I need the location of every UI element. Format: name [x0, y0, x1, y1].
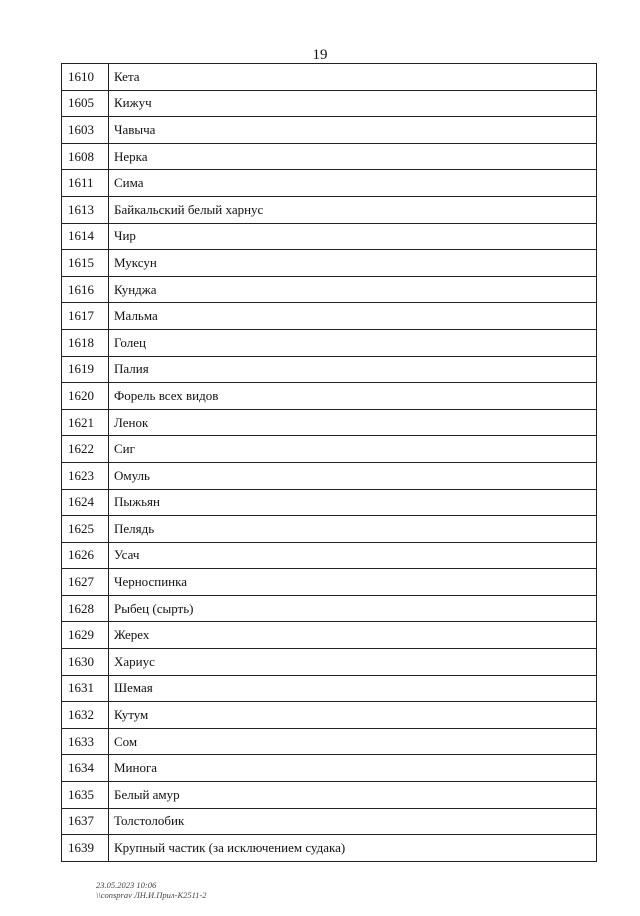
row-code: 1635: [62, 782, 109, 809]
table-row: [62, 702, 597, 729]
row-name: Рыбец (сырть): [109, 595, 597, 622]
table-row: [62, 329, 597, 356]
row-code: 1624: [62, 489, 109, 516]
row-name: Кижуч: [109, 90, 597, 117]
table-row: [62, 196, 597, 223]
table-row: [62, 675, 597, 702]
row-name: Мальма: [109, 303, 597, 330]
table-row: [62, 276, 597, 303]
row-name: Крупный частик (за исключением судака): [109, 835, 597, 862]
table-row: [62, 782, 597, 809]
row-code: 1619: [62, 356, 109, 383]
row-name: Кунджа: [109, 276, 597, 303]
row-name: Чавыча: [109, 117, 597, 144]
row-name: Байкальский белый харнус: [109, 196, 597, 223]
footer-path: \\consprav ЛН.И.Прил-К2511-2: [96, 890, 207, 900]
table-row: [62, 64, 597, 91]
row-name: Чир: [109, 223, 597, 250]
row-name: Кета: [109, 64, 597, 91]
row-name: Шемая: [109, 675, 597, 702]
row-name: Белый амур: [109, 782, 597, 809]
row-code: 1622: [62, 436, 109, 463]
row-code: 1608: [62, 143, 109, 170]
table-row: [62, 835, 597, 862]
table-body: [62, 64, 597, 862]
row-name: Омуль: [109, 462, 597, 489]
row-name: Черноспинка: [109, 569, 597, 596]
table-row: [62, 542, 597, 569]
row-code: 1617: [62, 303, 109, 330]
footer-stamp: [96, 880, 207, 900]
table-row: [62, 728, 597, 755]
row-code: 1625: [62, 516, 109, 543]
row-code: 1639: [62, 835, 109, 862]
footer-date: 23.05.2023 10:06: [96, 880, 157, 890]
row-code: 1632: [62, 702, 109, 729]
table-row: [62, 595, 597, 622]
row-code: 1605: [62, 90, 109, 117]
row-name: Хариус: [109, 649, 597, 676]
row-code: 1613: [62, 196, 109, 223]
table-row: [62, 569, 597, 596]
row-name: Сима: [109, 170, 597, 197]
table-row: [62, 808, 597, 835]
row-code: 1618: [62, 329, 109, 356]
row-code: 1603: [62, 117, 109, 144]
row-code: 1637: [62, 808, 109, 835]
table-row: [62, 170, 597, 197]
row-code: 1616: [62, 276, 109, 303]
row-name: Голец: [109, 329, 597, 356]
row-code: 1628: [62, 595, 109, 622]
row-code: 1634: [62, 755, 109, 782]
table-row: [62, 250, 597, 277]
table-row: [62, 143, 597, 170]
row-code: 1615: [62, 250, 109, 277]
table-row: [62, 223, 597, 250]
row-code: 1630: [62, 649, 109, 676]
row-name: Кутум: [109, 702, 597, 729]
row-name: Пыжьян: [109, 489, 597, 516]
row-code: 1623: [62, 462, 109, 489]
table-row: [62, 90, 597, 117]
row-code: 1611: [62, 170, 109, 197]
row-name: Ленок: [109, 409, 597, 436]
page-number: 19: [312, 47, 328, 63]
row-code: 1633: [62, 728, 109, 755]
row-code: 1626: [62, 542, 109, 569]
table-row: [62, 356, 597, 383]
row-code: 1620: [62, 383, 109, 410]
row-name: Сом: [109, 728, 597, 755]
row-name: Пелядь: [109, 516, 597, 543]
row-name: Толстолобик: [109, 808, 597, 835]
table-row: [62, 436, 597, 463]
row-name: Палия: [109, 356, 597, 383]
row-name: Усач: [109, 542, 597, 569]
table-row: [62, 462, 597, 489]
row-name: Муксун: [109, 250, 597, 277]
row-code: 1614: [62, 223, 109, 250]
row-name: Форель всех видов: [109, 383, 597, 410]
species-table: [61, 63, 597, 862]
row-name: Минога: [109, 755, 597, 782]
row-code: 1610: [62, 64, 109, 91]
row-code: 1621: [62, 409, 109, 436]
table-row: [62, 303, 597, 330]
row-name: Жерех: [109, 622, 597, 649]
table-row: [62, 755, 597, 782]
table-row: [62, 489, 597, 516]
row-name: Сиг: [109, 436, 597, 463]
table-row: [62, 383, 597, 410]
table-row: [62, 409, 597, 436]
row-code: 1629: [62, 622, 109, 649]
row-name: Нерка: [109, 143, 597, 170]
row-code: 1627: [62, 569, 109, 596]
table-row: [62, 622, 597, 649]
table-row: [62, 516, 597, 543]
table-row: [62, 649, 597, 676]
row-code: 1631: [62, 675, 109, 702]
table-row: [62, 117, 597, 144]
